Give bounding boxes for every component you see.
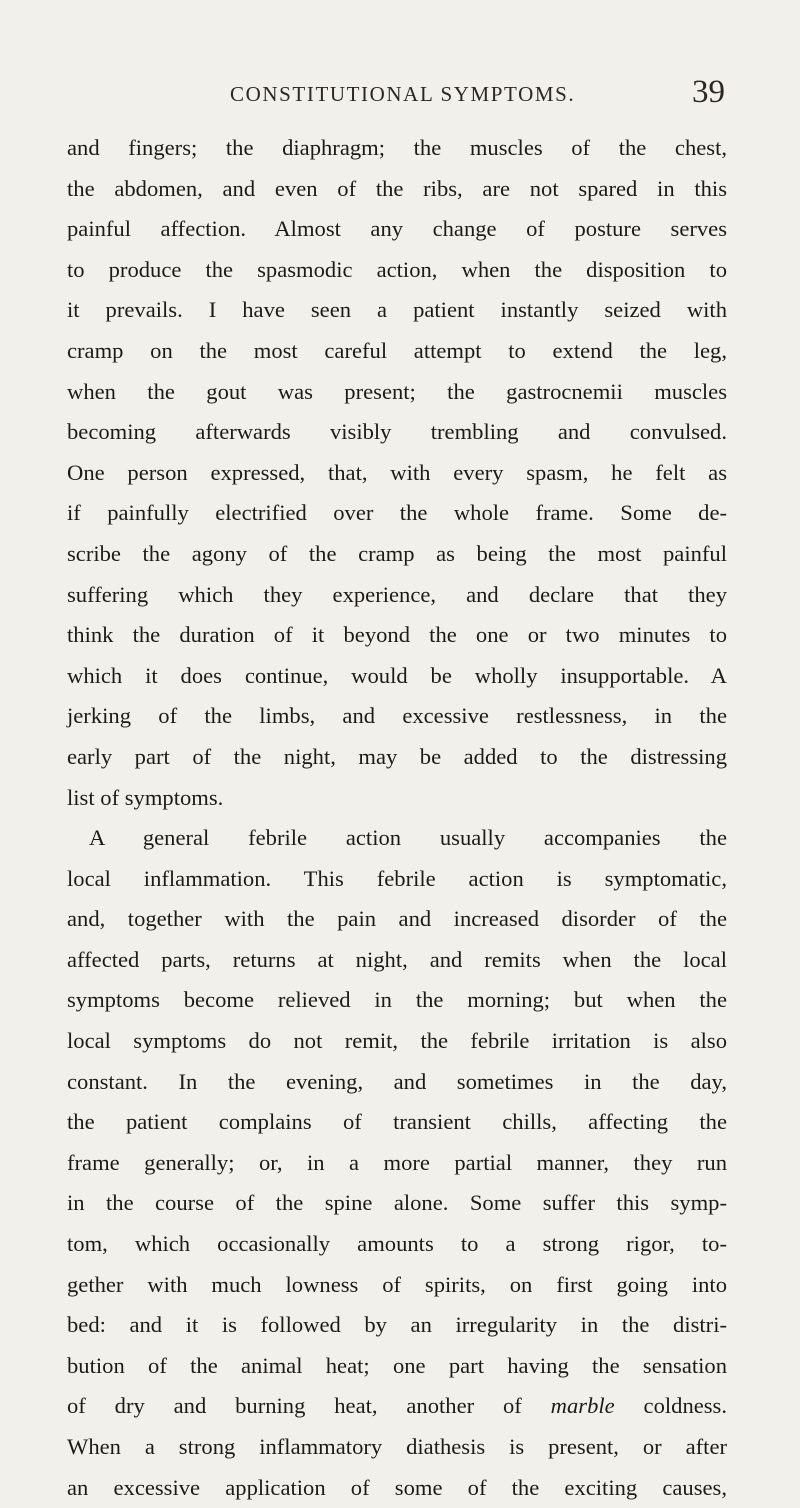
text-line: One person expressed, that, with every spasm, he felt as	[67, 459, 727, 485]
text-line: cramp on the most careful attempt to extend the leg,	[67, 337, 727, 363]
text-line: local symptoms do not remit, the febrile irritation is also	[67, 1028, 727, 1054]
text-line: in the course of the spine alone. Some suffer this symp-	[67, 1190, 727, 1216]
text-line: When a strong inflammatory diathesis is present, or after	[67, 1434, 727, 1459]
text-line: jerking of the limbs, and excessive restlessness, in the	[67, 703, 727, 729]
text-line: gether with much lowness of spirits, on first going into	[67, 1271, 727, 1297]
text-line: suffering which they experience, and declare that they	[67, 581, 727, 607]
text-line: constant. In the evening, and sometimes in the day,	[67, 1068, 727, 1094]
text-line: it prevails. I have seen a patient instantly seized with	[67, 297, 727, 323]
text-line: early part of the night, may be added to the distressing	[67, 743, 727, 769]
text-line: tom, which occasionally amounts to a strong rigor, to-	[67, 1231, 727, 1257]
text-line: and, together with the pain and increased disorder of the	[67, 906, 727, 932]
text-line: the abdomen, and even of the ribs, are not spared in this	[67, 175, 727, 201]
text-segment: coldness.	[614, 1393, 727, 1419]
text-line: the patient complains of transient chills, affecting the	[67, 1109, 727, 1135]
text-line: to produce the spasmodic action, when the disposition to	[67, 256, 727, 282]
text-line: scribe the agony of the cramp as being the most painful	[67, 540, 727, 566]
text-line: which it does continue, would be wholly insupportable. A	[67, 662, 727, 688]
text-line: and fingers; the diaphragm; the muscles of the chest,	[67, 135, 727, 160]
page-number: 39	[692, 74, 725, 110]
running-head	[0, 74, 800, 114]
text-line: painful affection. Almost any change of posture serves	[67, 216, 727, 242]
text-line: an excessive application of some of the exciting causes,	[67, 1474, 727, 1500]
italic-word: marble	[550, 1393, 615, 1419]
text-line: affected parts, returns at night, and remits when the local	[67, 946, 727, 972]
text-line: when the gout was present; the gastrocnemii muscles	[67, 378, 727, 404]
text-line-with-italic	[67, 1386, 727, 1427]
text-line: A general febrile action usually accompanies the	[89, 825, 727, 851]
text-line: becoming afterwards visibly trembling and convulsed.	[67, 419, 727, 445]
body-text	[67, 128, 727, 1508]
running-title: CONSTITUTIONAL SYMPTOMS.	[230, 82, 576, 106]
text-line: frame generally; or, in a more partial manner, they run	[67, 1149, 727, 1175]
text-line: bution of the animal heat; one part having the sensation	[67, 1352, 727, 1378]
text-line: local inflammation. This febrile action is symptomatic,	[67, 865, 727, 891]
text-line: bed: and it is followed by an irregularity in the distri-	[67, 1312, 727, 1338]
text-segment: of dry and burning heat, another of	[67, 1393, 522, 1419]
text-line: think the duration of it beyond the one or two minutes to	[67, 622, 727, 648]
text-line: if painfully electrified over the whole frame. Some de-	[67, 500, 727, 526]
text-line: list of symptoms.	[67, 784, 224, 810]
text-line: symptoms become relieved in the morning; but when the	[67, 987, 727, 1013]
